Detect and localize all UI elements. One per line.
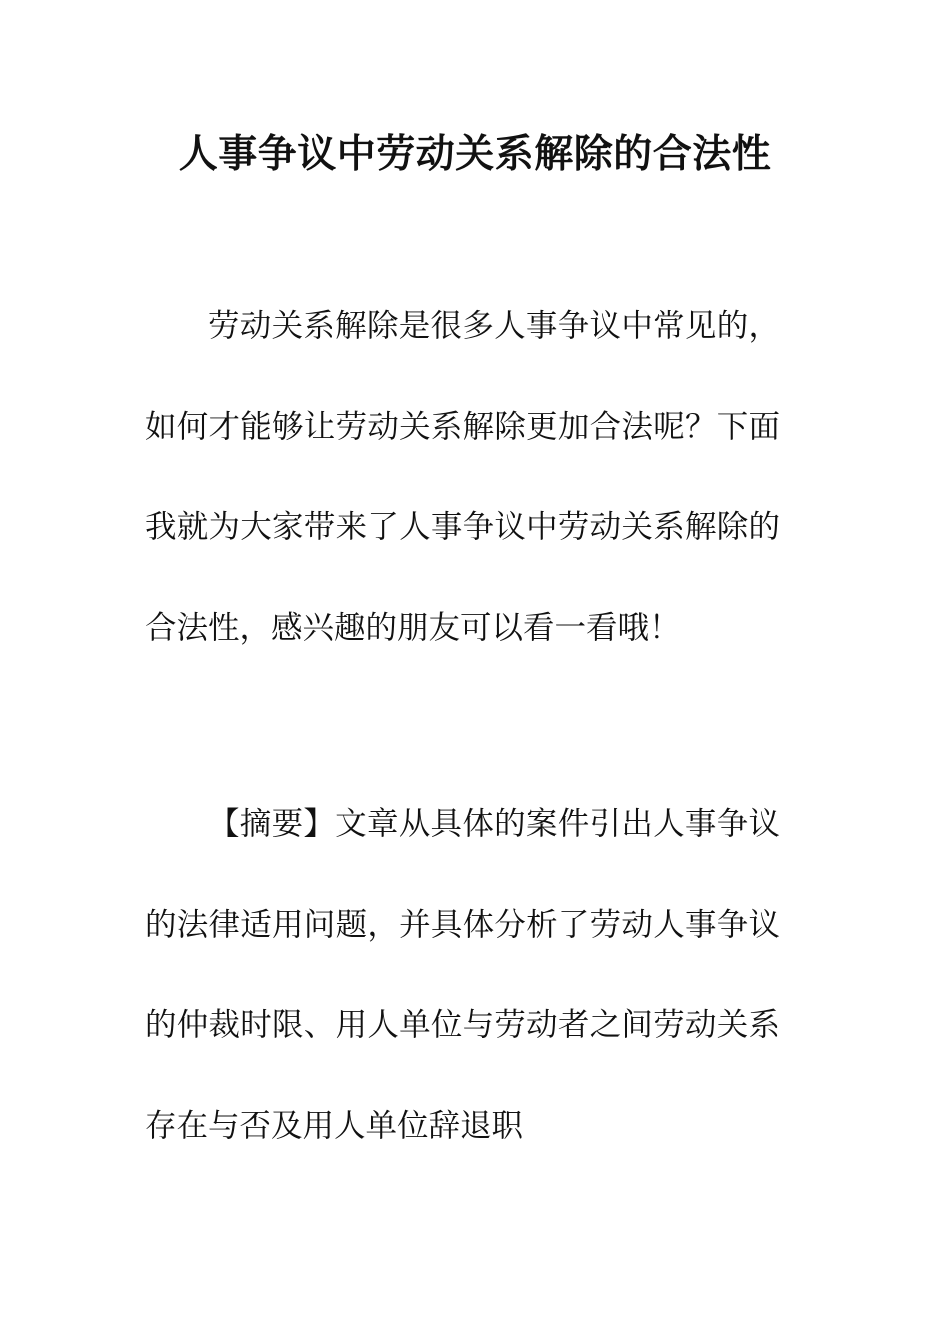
intro-paragraph: 劳动关系解除是很多人事争议中常见的，如何才能够让劳动关系解除更加合法呢？下面我就为大家带来了人事争议中劳动关系解除的合法性，感兴趣的朋友可以看一看哦！: [145, 308, 780, 646]
document-title: 人事争议中劳动关系解除的合法性: [178, 131, 772, 177]
abstract-paragraph: 【摘要】文章从具体的案件引出人事争议的法律适用问题，并具体分析了劳动人事争议的仲裁时限、用人单位与劳动者之间劳动关系存在与否及用人单位辞退职: [145, 806, 780, 1144]
